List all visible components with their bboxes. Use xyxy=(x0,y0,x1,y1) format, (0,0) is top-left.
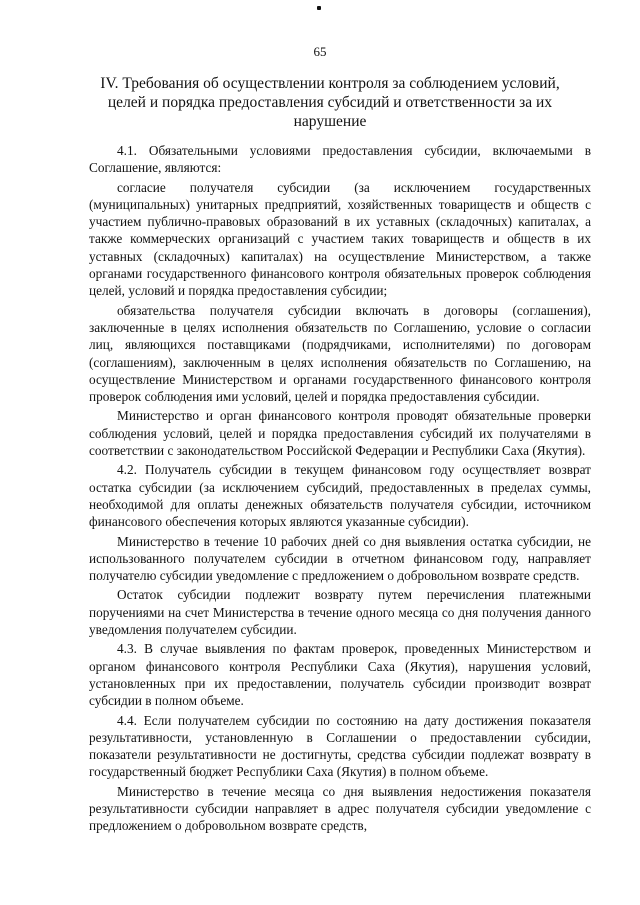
paragraph-4-3: 4.3. В случае выявления по фактам проверок, проведенных Министерством и органом финансового контроля Республики Саха (Якутия), нарушения условий, установленных при их предоставлении, получатель субсидии производит возврат субсидии в полном объеме. xyxy=(89,641,591,709)
paragraph-balance-return: Остаток субсидии подлежит возврату путем перечисления платежными поручениями на счет Министерства в течение одного месяца со дня получения данного уведомления получателем субсидии. xyxy=(89,587,591,638)
page-number: 65 xyxy=(313,44,327,59)
section-heading xyxy=(80,74,580,131)
section-heading-line-2: целей и порядка предоставления субсидий и ответственности за их xyxy=(107,94,553,111)
paragraph-4-2: 4.2. Получатель субсидии в текущем финансовом году осуществляет возврат остатка субсидии (за исключением субсидий, предоставленных в пределах суммы, необходимой для оплаты денежных обязательств получателя субсидии, источником финансового обеспечения которых являются указанные субсидии). xyxy=(89,462,591,530)
section-heading-line-3: нарушение xyxy=(293,113,367,130)
paragraph-ministry-notice: Министерство в течение месяца со дня выявления недостижения показателя результативности субсидии направляет в адрес получателя субсидии уведомление с предложением о добровольном возврате средств, xyxy=(89,783,591,834)
scan-dot-mark xyxy=(317,6,321,10)
section-heading-line-1: IV. Требования об осуществлении контроля за соблюдением условий, xyxy=(100,75,560,92)
paragraph-4-4: 4.4. Если получателем субсидии по состоянию на дату достижения показателя результативности, установленную в Соглашении о предоставлении субсидии, показатели результативности не достигнуты, средства субсидии подлежат возврату в государственный бюджет Республики Саха (Якутия) в полном объеме. xyxy=(89,712,591,780)
paragraph-consent: согласие получателя субсидии (за исключением государственных (муниципальных) унитарных предприятий, хозяйственных товариществ и обществ с участием публично-правовых образований в их уставных (складочных) капиталах, а также коммерческих организаций с участием таких товариществ и обществ в их уставных (складочных) капиталах) на осуществление Министерством, а также органами государственного финансового контроля обязательных проверок соблюдения целей, условий и порядка предоставления субсидии; xyxy=(89,179,591,299)
paragraph-4-1: 4.1. Обязательными условиями предоставления субсидии, включаемыми в Соглашение, являются: xyxy=(89,143,591,176)
paragraph-obligations: обязательства получателя субсидии включать в договоры (соглашения), заключенные в целях исполнения обязательств по Соглашению, условие о согласии лиц, являющихся поставщиками (подрядчиками, исполнителями) по договорам (соглашениям), заключенным в целях исполнения обязательств по Соглашению, на осуществление Министерством и органами государственного финансового контроля проверок соблюдения ими условий, целей и порядка предоставления субсидии. xyxy=(89,302,591,405)
document-body xyxy=(89,142,591,836)
paragraph-inspections: Министерство и орган финансового контроля проводят обязательные проверки соблюдения условий, целей и порядка предоставления субсидий их получателями в соответствии с законодательством Российской Федерации и Республики Саха (Якутия). xyxy=(89,408,591,459)
paragraph-notice: Министерство в течение 10 рабочих дней со дня выявления остатка субсидии, не использованного получателем субсидии в отчетном финансовом году, направляет получателю субсидии уведомление с предложением о добровольном возврате средств. xyxy=(89,533,591,584)
